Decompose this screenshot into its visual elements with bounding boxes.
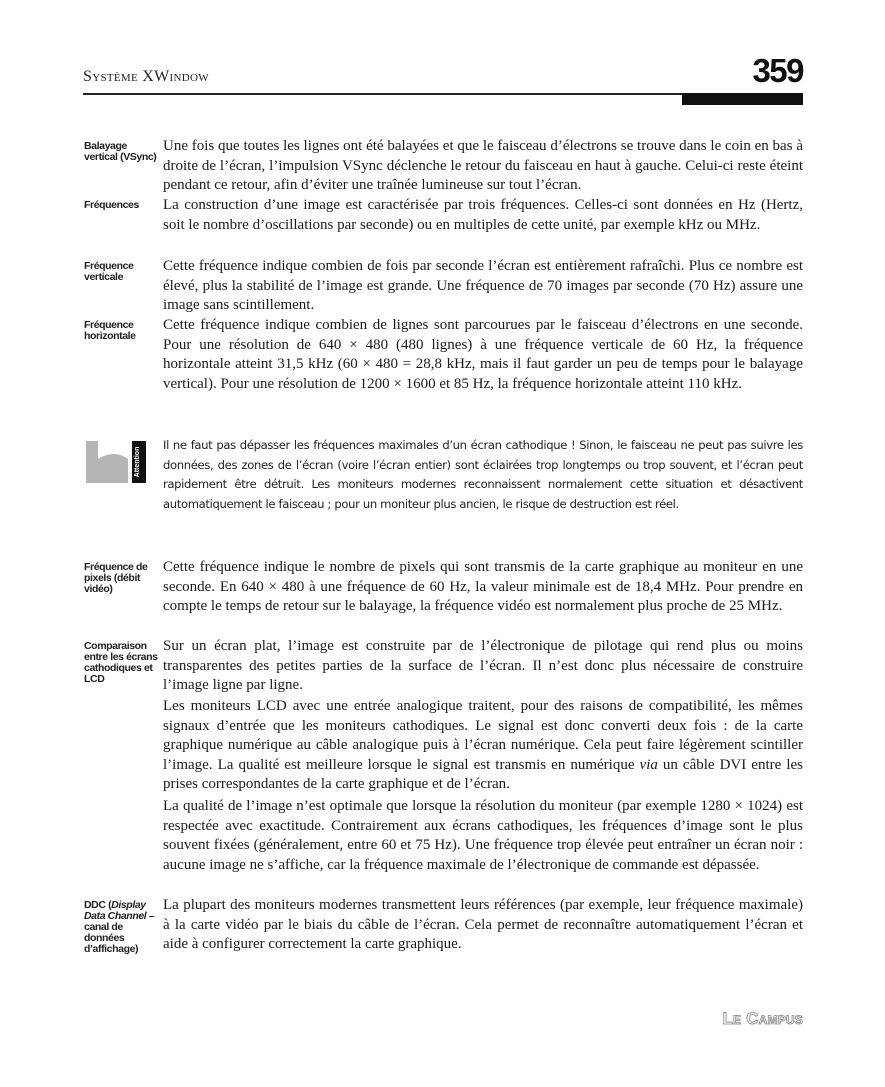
ddc-italic: Display Data Channel [84,899,147,922]
comparaison-2-text-a: Les moniteurs LCD avec une entrée analogique traitent, pour des raisons de compatibilité, les mêmes signaux d’entrée que les moniteurs cathodiques. Le signal est donc converti deux fois : de la carte graphique numérique au câble analogique puis à l’écran numérique. Cela peut faire légèrement scintiller l’image. La qualité est meilleure lorsque le signal est transmis en numérique [163,698,803,773]
running-header-title: Système XWindow [83,68,209,85]
margin-label-vsync: Balayage vertical (VSync) [84,140,157,163]
margin-label-freq-verticale: Fréquence verticale [84,260,134,283]
paragraph-ddc: La plupart des moniteurs modernes transmettent leurs références (par exemple, leur fréquence maximale) à la carte vidéo par le biais du câble de l’écran. Cela permet de reconnaître automatiquement l’écran et aide à configurer correctement la carte graphique. [163,897,803,952]
margin-label-frequences: Fréquences [84,199,139,211]
attention-hand-icon [86,441,150,483]
margin-label-freq-horizontale: Fréquence horizontale [84,319,136,342]
paragraph-freq-horizontale: Cette fréquence indique combien de lignes sont parcourues par le faisceau d’électrons en une seconde. Pour une résolution de 640 × 480 (480 lignes) à une fréquence verticale de 60 Hz, la fréquence horizontale atteint 31,5 kHz (60 × 480 = 28,8 kHz, mais il faut garder un peu de temps pour le balayage vertical). Pour une résolution de 1200 × 1600 et 85 Hz, la fréquence horizontale atteint 110 kHz. [163,317,803,392]
margin-label-ddc [84,900,160,955]
comparaison-2-text-b: un câble DVI entre les prises correspondantes de la carte graphique et de l’écran. [163,756,803,792]
page-number: 359 [752,52,803,89]
margin-label-freq-pixels: Fréquence de pixels (débit vidéo) [84,561,148,595]
attention-label: Attention [134,446,141,478]
paragraph-freq-pixels: Cette fréquence indique le nombre de pixels qui sont transmis de la carte graphique au moniteur en une seconde. En 640 × 480 à une fréquence de 60 Hz, la valeur minimale est de 18,4 MHz. Pour prendre en compte le temps de retour sur le balayage, la fréquence vidéo est normalement plus proche de 25 MHz. [163,559,803,614]
paragraph-comparaison-3: La qualité de l’image n’est optimale que lorsque la résolution du moniteur (par exemple 1280 × 1024) est respectée avec exactitude. Contrairement aux écrans cathodiques, les fréquences d’image sont le plus souvent fixées (généralement, entre 60 et 75 Hz). Une fréquence trop élevée peut entraîner un écran noir : aucune image ne s’affiche, car la fréquence maximale de l’électronique de commande est dépassée. [163,798,803,873]
paragraph-comparaison-1: Sur un écran plat, l’image est construite par de l’électronique de pilotage qui rend plus ou moins transparentes des petites parties de la surface de l’écran. Il n’est donc plus nécessaire de construire l’image ligne par ligne. [163,638,803,693]
header-bar [682,93,803,105]
ddc-rest: – canal de données d’affichage) [84,910,155,955]
paragraph-frequences: La construction d’une image est caractérisée par trois fréquences. Celles-ci sont données en Hz (Hertz, soit le nombre d’oscillations par seconde) ou en multiples de cette unité, par exemple kHz ou MHz. [163,197,803,233]
paragraph-vsync: Une fois que toutes les lignes ont été balayées et que le faisceau d’électrons se trouve dans le coin en bas à droite de l’écran, l’impulsion VSync déclenche le retour du faisceau en haut à gauche. Celui-ci reste éteint pendant ce retour, afin d’éviter une traînée lumineuse sur tout l’écran. [163,138,803,193]
comparaison-2-via: via [639,756,658,773]
ddc-abbr: DDC ( [84,899,112,911]
attention-note-text: Il ne faut pas dépasser les fréquences maximales d’un écran cathodique ! Sinon, le faisceau ne peut pas suivre les données, des zones de l’écran (voire l’écran entier) sont éclairées trop longtemps ou trop souvent, et l’écran peut rapidement être détruit. Les moniteurs modernes reconnaissent normalement cette situation et désactivent automatiquement le faisceau ; pour un moniteur plus ancien, le risque de destruction est réel. [163,438,803,511]
publisher-logo: Le Campus [722,1009,803,1028]
margin-label-comparaison: Comparaison entre les écrans cathodiques et LCD [84,640,158,685]
paragraph-freq-verticale: Cette fréquence indique combien de fois par seconde l’écran est entièrement rafraîchi. Plus ce nombre est élevé, plus la stabilité de l’image est grande. Une fréquence de 70 images par seconde (70 Hz) assure une image sans scintillement. [163,258,803,313]
paragraph-comparaison-2 [163,697,803,795]
